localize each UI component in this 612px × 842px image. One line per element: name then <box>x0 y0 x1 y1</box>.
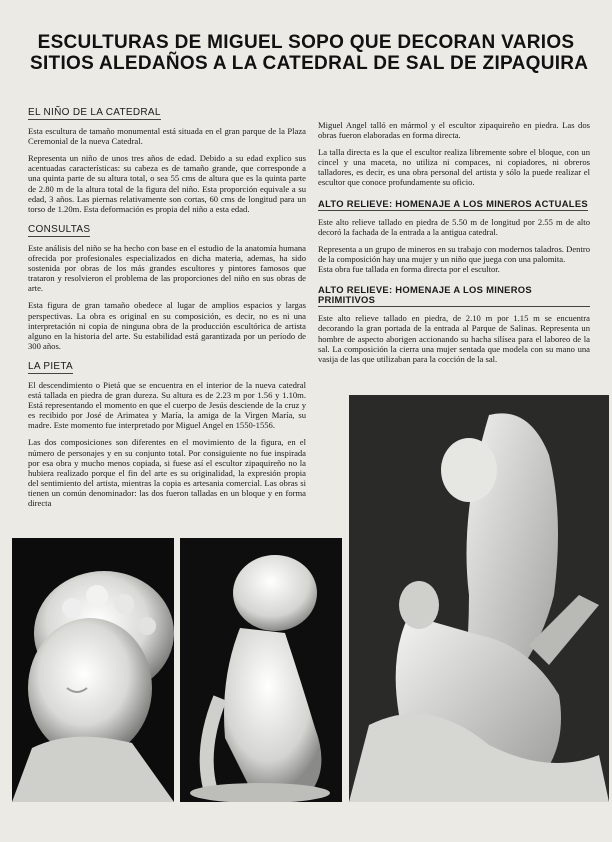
paragraph: Este alto relieve tallado en piedra, de 2.10 m por 1.15 m se encuentra decorando la gran portada de la entrada al Parque de Salinas. Representa un hombre de aspecto aborigen accionando su hacha silísea para el laboreo de la sal. La composición la cierra una mujer sentada que modela con su mano una vasija de las que utilizaban para la cocción de la sal. <box>318 313 590 364</box>
photo-child-head <box>12 538 174 802</box>
paragraph: Miguel Angel talló en mármol y el escultor zipaquireño en piedra. Las dos obras fueron elaboradas en forma directa. <box>318 120 590 141</box>
paragraph: Representa a un grupo de mineros en su trabajo con modernos taladros. Dentro de la composición hay una mujer y un niño que juega con una palomita. <box>318 243 590 264</box>
heading-pieta: LA PIETA <box>28 362 73 374</box>
left-column <box>28 104 306 515</box>
photo-child-statue <box>180 538 342 802</box>
heading-mineros-primitivos: ALTO RELIEVE: HOMENAJE A LOS MINEROS PRIMITIVOS <box>318 285 590 307</box>
paragraph: Representa un niño de unos tres años de edad. Debido a su edad explico sus acentuadas características: su cabeza es de tamaño grande, que corresponde a una quinta parte de su altura total, o sea 55 cms de altura que es la quinta parte de 2.80 m de la altura total de la figura del niño. Esta proporción equivale a su edad, 3 años. Las piernas relativamente son cortas, 60 cms de longitud para un torso de 1.20m. Esta deformación es propia del niño a esta edad. <box>28 153 306 214</box>
right-column <box>318 120 590 371</box>
page-title <box>30 32 589 74</box>
paragraph: La talla directa es la que el escultor realiza libremente sobre el bloque, con un cincel y una maceta, no utiliza ni compaces, ni copiadores, ni obreros talladores, es decir, es una obra personal del artista y sólo la puede realizar el escultor que conoce profundamente su oficio. <box>318 147 590 188</box>
title-line-2: SITIOS ALEDAÑOS A LA CATEDRAL DE SAL DE ZIPAQUIRA <box>30 53 589 74</box>
paragraph: Las dos composiciones son diferentes en el movimiento de la figura, en el número de personajes y en su conjunto total. Por consiguiente no fue inspirada por esa obra y mucho menos copiada, si fuese así el escultor zipaquireño no la hubiera realizado porque el fin del arte es su originalidad, la expresión propia del sentimiento del artista, mientras la copia es artesania comercial. Las obras si tienen un común denominador: las dos fueron talladas en un bloque y en forma directa <box>28 437 306 508</box>
paragraph: Este análisis del niño se ha hecho con base en el estudio de la anatomía humana ofrecida por profesionales especializados en dicha materia, ademas, ha sido sostenida por obras de los más grandes escultores y pintores famosos que trataron y resolvieron el problema de las proporciones del niño en sus obras de arte. <box>28 242 306 294</box>
paragraph: El descendimiento o Pietá que se encuentra en el interior de la nueva catedral está tallada en piedra de gran dureza. Su altura es de 2.23 m por 1.56 y 1.10m. Está representando el momento en que el cuerpo de Jesús desciende de la cruz y es recibido por José de Arimatea y María, la amiga de la Virgen María, su madre. Este momento fue interpretado por Miguel Angel en 1550-1556. <box>28 379 306 431</box>
heading-mineros-actuales: ALTO RELIEVE: HOMENAJE A LOS MINEROS ACTUALES <box>318 199 588 211</box>
heading-consultas: CONSULTAS <box>28 225 90 237</box>
title-line-1: ESCULTURAS DE MIGUEL SOPO QUE DECORAN VARIOS <box>37 32 575 53</box>
paragraph: Esta escultura de tamaño monumental está situada en el gran parque de la Plaza Ceremonial de la nueva Catedral. <box>28 126 306 147</box>
paragraph: Esta figura de gran tamaño obedece al lugar de amplios espacios y largas perspectivas. La obra es original en su composición, es decir, no es ni una interpretación ni copia de ninguna obra de la producción escultórica de artista alguno en la historia del arte. Su estabilidad está garantizada por un período de 300 años. <box>28 300 306 351</box>
paragraph: Esta obra fue tallada en forma directa por el escultor. <box>318 264 500 275</box>
photo-alto-relieve <box>349 395 609 802</box>
paragraph: Este alto relieve tallado en piedra de 5.50 m de longitud por 2.55 m de alto decoró la fachada de la entrada a la antigua catedral. <box>318 216 590 237</box>
heading-nino: EL NIÑO DE LA CATEDRAL <box>28 108 161 120</box>
